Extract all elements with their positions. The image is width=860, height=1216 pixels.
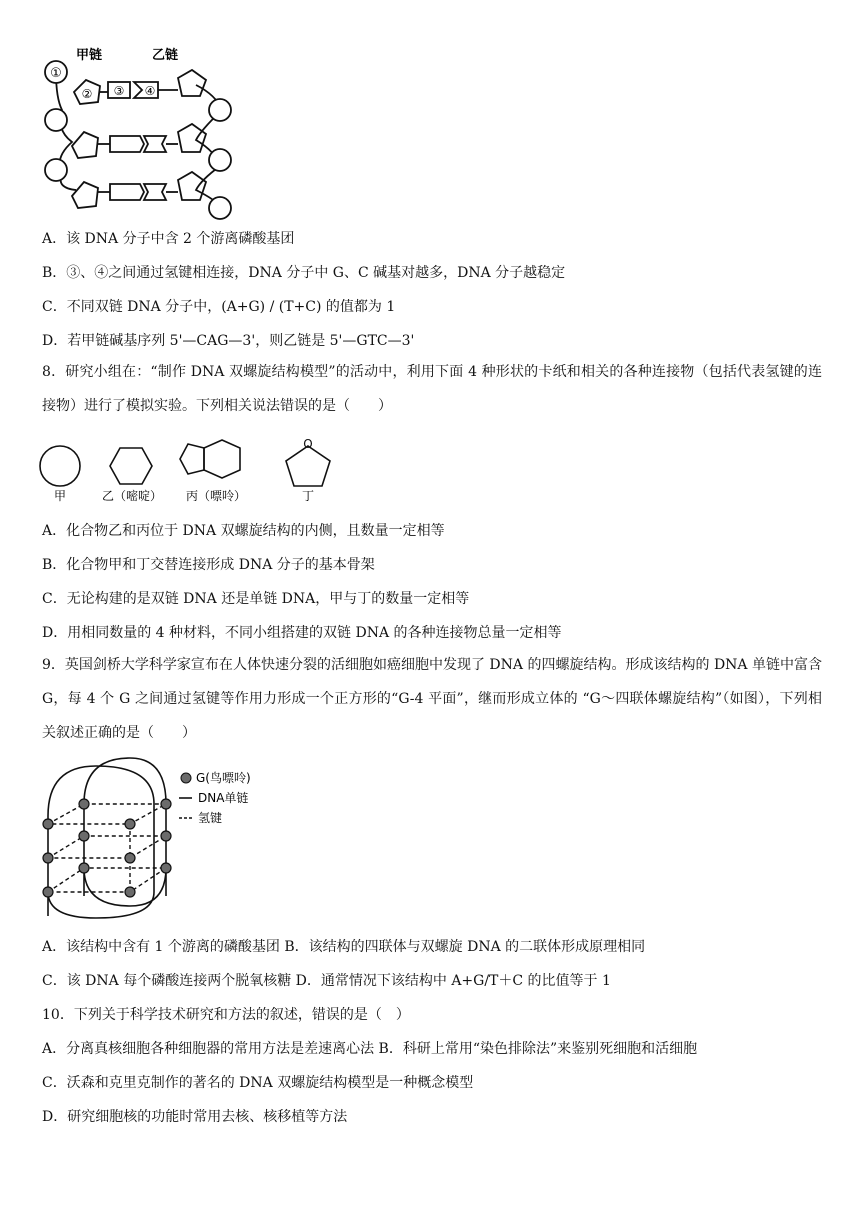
label-4: ④ bbox=[144, 84, 156, 98]
base-pair-left-2 bbox=[110, 136, 144, 152]
shape-pentagon bbox=[286, 446, 330, 486]
q7-option-d: D．若甲链碱基序列 5'—CAG—3'，则乙链是 5'—GTC—3' bbox=[42, 333, 415, 349]
phosphate-right-1 bbox=[209, 99, 231, 121]
ring-oxygen-label: O bbox=[303, 437, 313, 451]
deoxyribose-left-2 bbox=[72, 132, 98, 158]
q8-option-c: C．无论构建的是双链 DNA 还是单链 DNA，甲与丁的数量一定相等 bbox=[42, 591, 470, 607]
phosphate-right-3 bbox=[209, 197, 231, 219]
shape-label-jia: 甲 bbox=[53, 489, 67, 503]
q8-stem: 8．研究小组在：“制作 DNA 双螺旋结构模型”的活动中，利用下面 4 种形状的卡纸和相关的各种连接物（包括代表氢键的连接物）进行了模拟实验。下列相关说法错误的是（ ） bbox=[42, 364, 822, 414]
label-2: ② bbox=[81, 87, 93, 101]
deoxyribose-left-3 bbox=[72, 182, 98, 208]
q9-option-cd: C．该 DNA 每个磷酸连接两个脱氧核糖 D．通常情况下该结构中 A+G/T＋C 的比值等于 1 bbox=[42, 973, 611, 989]
shape-circle bbox=[40, 446, 80, 486]
shape-label-yi: 乙（嘧啶） bbox=[101, 489, 163, 503]
q8-option-a: A．化合物乙和丙位于 DNA 双螺旋结构的内侧，且数量一定相等 bbox=[42, 523, 445, 539]
deoxyribose-right-3 bbox=[178, 172, 206, 200]
q7-option-b: B．③、④之间通过氢键相连接，DNA 分子中 G、C 碱基对越多，DNA 分子越稳定 bbox=[42, 265, 566, 281]
shape-purine-hexagon bbox=[204, 440, 240, 478]
shape-purine-pentagon bbox=[180, 444, 204, 474]
phosphate-left-3 bbox=[45, 159, 67, 181]
legend-g-icon bbox=[181, 773, 191, 783]
q10-stem: 10．下列关于科学技术研究和方法的叙述，错误的是（ ） bbox=[42, 1007, 410, 1023]
legend-g: G(鸟嘌呤) bbox=[196, 771, 251, 785]
chain-b-label: 乙链 bbox=[152, 48, 179, 63]
hydrogen-bonds bbox=[48, 804, 166, 892]
deoxyribose-right-2 bbox=[178, 124, 206, 152]
q7-option-c: C．不同双链 DNA 分子中，(A+G) / (T+C) 的值都为 1 bbox=[42, 299, 396, 315]
legend-hbond: 氢键 bbox=[198, 811, 223, 825]
chain-a-label: 甲链 bbox=[76, 48, 103, 63]
legend-strand: DNA单链 bbox=[198, 791, 249, 805]
phosphate-right-2 bbox=[209, 149, 231, 171]
q7-option-a: A．该 DNA 分子中含 2 个游离磷酸基团 bbox=[42, 231, 295, 247]
q9-option-ab: A．该结构中含有 1 个游离的磷酸基团 B．该结构的四联体与双螺旋 DNA 的二联体形成原理相同 bbox=[42, 939, 646, 955]
q10-option-ab: A．分离真核细胞各种细胞器的常用方法是差速离心法 B．科研上常用“染色排除法”来鉴别死细胞和活细胞 bbox=[42, 1041, 698, 1057]
g-quadruplex-figure bbox=[36, 756, 276, 922]
q10-option-c: C．沃森和克里克制作的著名的 DNA 双螺旋结构模型是一种概念模型 bbox=[42, 1075, 474, 1091]
q8-option-b: B．化合物甲和丁交替连接形成 DNA 分子的基本骨架 bbox=[42, 557, 375, 573]
q8-option-d: D．用相同数量的 4 种材料，不同小组搭建的双链 DNA 的各种连接物总量一定相等 bbox=[42, 625, 562, 641]
shape-label-bing: 丙（嘌呤） bbox=[185, 489, 247, 503]
label-1: ① bbox=[50, 66, 62, 81]
phosphate-left-2 bbox=[45, 109, 67, 131]
q8-shapes-figure bbox=[36, 432, 346, 508]
label-3: ③ bbox=[113, 84, 125, 98]
strand-loop-1 bbox=[48, 766, 154, 916]
q10-option-d: D．研究细胞核的功能时常用去核、核移植等方法 bbox=[42, 1109, 348, 1125]
q9-stem: 9．英国剑桥大学科学家宣布在人体快速分裂的活细胞如癌细胞中发现了 DNA 的四螺旋结构。形成该结构的 DNA 单链中富含 G，每 4 个 G 之间通过氢键等作用力形成一个正方形的“G-4 平面”，继而形成立体的 “G～四联体螺旋结构”（如图），下列相关叙述正确的是（ ） bbox=[42, 657, 822, 741]
shape-label-ding: 丁 bbox=[301, 489, 315, 503]
base-pair-left-3 bbox=[110, 184, 144, 200]
base-pair-right-2 bbox=[144, 136, 166, 152]
deoxyribose-right-1 bbox=[178, 70, 206, 96]
base-pair-right-3 bbox=[144, 184, 166, 200]
shape-hexagon bbox=[110, 448, 152, 484]
dna-structure-figure bbox=[36, 40, 246, 222]
